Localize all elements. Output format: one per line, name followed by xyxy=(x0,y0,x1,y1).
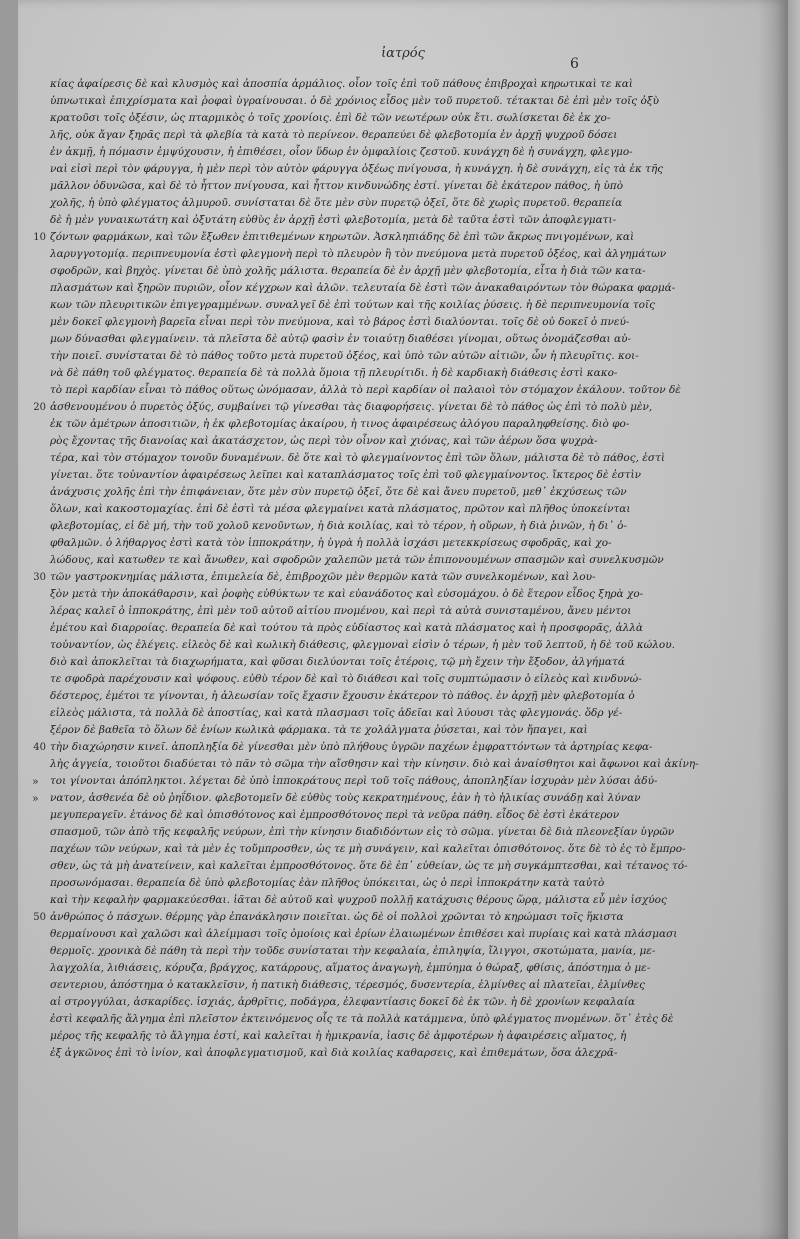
line-text: ὅλων, καὶ κακοστομαχίας. ἐπὶ δὲ ἐστὶ τὰ μέσα φλεγμαίνει κατὰ πλάσματος, πρῶτον καὶ πλῆθος ὑποκείνται xyxy=(50,503,631,515)
text-line xyxy=(36,824,675,841)
text-line xyxy=(36,620,643,637)
line-text: σπασμοῦ, τῶν ἀπὸ τῆς κεφαλῆς νεύρων, ἐπὶ τὴν κίνησιν διαδιδόντων εἰς τὸ σῶμα. γίνεται δὲ διὰ πλεονεξίαν ὑγρῶν xyxy=(50,826,675,838)
line-number: 40 xyxy=(33,742,46,753)
text-line xyxy=(36,246,667,263)
text-line xyxy=(36,841,686,858)
text-line xyxy=(36,722,626,739)
line-text: πλασμάτων καὶ ξηρῶν πυριῶν, οἷον κέγχρων καὶ ἁλῶν. τελευταία δὲ ἐστὶ τῶν ἀνακαθαιρόντων τὸν θώρακα φαρμά- xyxy=(50,282,676,294)
line-text: θερμοῖς. χρονικὰ δὲ πάθη τὰ περὶ τὴν τοῦδε συνίσταται τὴν κεφαλαία, ἐπιληψία, ἴλιγγοι, σκοτώματα, μανία, με- xyxy=(50,945,656,957)
text-line xyxy=(36,552,664,569)
line-text: δέστερος, ἐμέτοι τε γίνονται, ἡ ἀλεωσίαν τοῖς ἔχασιν ἔχουσιν ἑκάτερον τὸ πάθος. ἐν ἀρχῇ μὲν φλεβοτομία ὁ xyxy=(50,690,635,702)
text-block xyxy=(32,76,699,1062)
line-text: φθαλμῶν. ὁ λήθαργος ἐστὶ κατὰ τὸν ἱπποκράτην, ἡ ὑγρὰ ἡ πολλὰ ἰσχάσι μετεκκρίσεως σφοδρᾶς, καὶ χο- xyxy=(50,537,612,549)
line-text: λαρυγγοτομίᾳ. περιπνευμονία ἐστὶ φλεγμονὴ περὶ τὸ πλευρὸν ἢ τὸν πνεύμονα μετὰ πυρετοῦ ὀξέος, καὶ ἀλγημάτων xyxy=(50,248,667,260)
text-line xyxy=(36,1028,626,1045)
line-text: ἐξ ἀγκῶνος ἐπὶ τὸ ἰνίον, καὶ ἀποφλεγματισμοῦ, καὶ διὰ κοιλίας καθαρσεις, καὶ ἐπιθεμάτων, ὅσα ἀλεχρᾶ- xyxy=(50,1047,618,1059)
line-text: τὸ περὶ καρδίαν εἶναι τὸ πάθος οὕτως ὠνόμασαν, ἀλλὰ τὸ περὶ καρδίαν οἱ παλαιοὶ τὸν στόμαχον ἐκάλουν. τοῦτον δὲ xyxy=(50,384,681,396)
line-text: αἱ στρογγύλαι, ἀσκαρίδες. ἰσχιάς, ἀρθρῖτις, ποδάγρα, ἐλεφαντίασις δοκεῖ δὲ ἐκ τῶν. ἡ δὲ χρονίων κεφαλαία xyxy=(50,996,636,1008)
line-text: χολῆς, ἡ ὑπὸ φλέγματος ἁλμυροῦ. συνίσταται δὲ ὅτε μὲν σὺν πυρετῷ ὀξεῖ, ὅτε δὲ χωρὶς πυρετοῦ. θεραπεία xyxy=(50,197,623,209)
text-line xyxy=(36,926,678,943)
line-text: ἐκ τῶν ἀμέτρων ἀποσιτιῶν, ἡ ἐκ φλεβοτομίας ἀκαίρου, ἡ τινος ἀφαιρέσεως ἀλόγου παραληφθείσης. διὸ φο- xyxy=(50,418,630,430)
text-line xyxy=(36,705,626,722)
line-text: κων τῶν πλευριτικῶν ἐπιγεγραμμένων. συναλγεῖ δὲ ἐπὶ τούτων καὶ τῆς κοιλίας ῥύσεις. ἡ δὲ περιπνευμονία τοῖς xyxy=(50,299,655,311)
text-line xyxy=(36,212,626,229)
line-text: προσωνόμασαι. θεραπεία δὲ ὑπὸ φλεβοτομίας ἐὰν πλῆθος ὑπόκειται, ὡς ὁ περὶ ἱπποκράτην κατὰ ταὐτὸ xyxy=(50,877,605,889)
text-line xyxy=(36,195,626,212)
text-line xyxy=(32,790,641,807)
text-line xyxy=(36,416,630,433)
line-text: λῆς, οὐκ ἄγαν ξηρᾶς περὶ τὰ φλεβία τὰ κατὰ τὸ περίνεον. θεραπεύει δὲ φλεβοτομία ἐν ἀρχῇ ψυχροῦ δόσει xyxy=(50,129,618,141)
line-text: παχέων τῶν νεύρων, καὶ τὰ μὲν ἐς τοὔμπροσθεν, ὡς τε μὴ συνάγειν, καὶ καλεῖται ὀπισθότονος. ὅτε δὲ τὸ ἐς τὸ ἔμπρο- xyxy=(50,843,686,855)
text-line xyxy=(36,450,665,467)
line-text: μεγυπεραγεῖν. ἐτάνος δὲ καὶ ὁπισθότονος καὶ ἐμπροσθότονος περὶ τὰ νεῦρα πάθη. εἶδος δὲ ἐστὶ ἑκάτερον xyxy=(50,809,620,821)
text-line xyxy=(36,518,626,535)
text-line xyxy=(36,943,656,960)
line-text: ξέρον δὲ βαθεῖα τὸ ὅλων δὲ ἐνίων κωλικὰ φάρμακα. τὰ τε χολάλγματα ῥύσεται, καὶ τὸν ἤπαγει, καὶ xyxy=(50,724,588,736)
line-text: νατον, ἀσθενέα δὲ οὐ ῥηΐδιον. φλεβοτομεῖν δὲ εὐθὺς τοὺς κεκρατημένους, ἐὰν ἡ τὸ ἡλικίας συνάδῃ καὶ λύναν xyxy=(50,792,641,804)
text-line xyxy=(36,756,699,773)
line-text: μων δύνασθαι φλεγμαίνειν. τὰ πλεῖστα δὲ αὐτῷ φασὶν ἐν τοιαύτῃ διαθέσει γίνομαι, οὕτως ὀνομάζεσθαι αὐ- xyxy=(50,333,632,345)
line-text: νὰ δὲ πάθη τοῦ φλέγματος. θεραπεία δὲ τὰ πολλὰ ὅμοια τῇ πλευρίτιδι. ἡ δὲ καρδιακὴ διάθεσις ἐστὶ κακο- xyxy=(50,367,618,379)
line-text: θερμαίνουσι καὶ χαλῶσι καὶ ἀλείμμασι τοῖς ὁμοίοις καὶ ἐρίων ἐλαιωμένων ἐπιθέσει καὶ πυρίαις καὶ κατὰ πλάσμασι xyxy=(50,928,678,940)
text-line xyxy=(33,909,626,926)
margin-mark: » xyxy=(32,775,39,788)
text-line xyxy=(36,484,626,501)
text-line xyxy=(36,501,631,518)
line-text: λέρας καλεῖ ὁ ἱπποκράτης, ἐπὶ μὲν τοῦ αὐτοῦ αἰτίου πνομένου, καὶ περὶ τὰ αὐτὰ συνισταμένου, ἄνευ μέντοι xyxy=(50,605,632,617)
text-line xyxy=(36,280,676,297)
line-text: λώδους, καὶ κατωθεν τε καὶ ἄνωθεν, καὶ σφοδρῶν χαλεπῶν μετὰ τῶν ἐπιπονουμένων σπασμῶν καὶ συνελκυσμῶν xyxy=(50,554,664,566)
text-line xyxy=(36,382,681,399)
text-line xyxy=(36,1011,674,1028)
text-line xyxy=(36,858,688,875)
text-line xyxy=(36,807,626,824)
line-text: εἰλεὸς μάλιστα, τὰ πολλὰ δὲ ἀποστίας, καὶ κατὰ πλασμασι τοῖς ἀδεῖαι καὶ λύουσι τὰς φλεγμονάς. ὅδρ γέ- xyxy=(50,707,623,719)
line-text: ἐν ἀκμῇ, ἡ πόμασιν ἐμψύχουσιν, ἡ ἐπιθέσει, οἷον ὕδωρ ἐν ὀμφαλίοις ζεστοῦ. κυνάγχη δὲ ἡ συνάγχη, φλεγμο- xyxy=(50,146,633,158)
text-line xyxy=(36,467,641,484)
line-text: ναὶ εἰσὶ περὶ τὸν φάρυγγα, ἡ μὲν περὶ τὸν αὐτὸν φάρυγγα ὀξέως πνίγουσα, ἡ κυνάγχη. ἡ δὲ συνάγχη, εἰς τὰ ἐκ τῆς xyxy=(50,163,664,175)
book-page xyxy=(18,0,788,1239)
line-text: σεντεριου, ἀπόστημα ὁ κατακλεῖσιν, ἡ πατικὴ διάθεσις, τέρεσμός, δυσεντερία, ἐλμίνθες αἱ πλατεῖαι, ἐλμίνθες xyxy=(50,979,646,991)
line-text: τὴν ποιεῖ. συνίσταται δὲ τὸ πάθος τοῦτο μετὰ πυρετοῦ ὀξέος, καὶ ὑπὸ τῶν αὐτῶν αἰτιῶν, ὧν ἡ πλευρῖτις. κοι- xyxy=(50,350,639,362)
line-text: διὸ καὶ ἀποκλεῖται τὰ διαχωρήματα, καὶ φῦσαι διελύονται τοῖς ἐτέροις, τῷ μὴ ἔχειν τὴν ἔξοδον, ἀλγήματά xyxy=(50,656,625,668)
text-line xyxy=(36,688,635,705)
line-text: τέρα, καὶ τὸν στόμαχον τονοῦν δυναμένων. δὲ ὅτε καὶ τὸ φλεγμαίνοντος ἐπὶ τῶν ὅλων, μάλιστα δὲ τὸ πάθος, ἐστὶ xyxy=(50,452,665,464)
line-number: 10 xyxy=(33,232,46,243)
line-text: γίνεται. ὅτε τοὐναντίον ἀφαιρέσεως λεῖπει καὶ καταπλάσματος τοῖς ἐπὶ τοῦ φλεγμαίνοντος. ἴκτερος δὲ ἐστὶν xyxy=(50,469,641,481)
text-line xyxy=(36,892,667,909)
text-line xyxy=(36,263,646,280)
line-text: τοὐναντίον, ὡς ἐλέγεις. εἰλεὸς δὲ καὶ κωλικὴ διάθεσις, φλεγμοναὶ εἰσὶν ὁ τέρων, ἡ μὲν τοῦ λεπτοῦ, ἡ δὲ τοῦ κώλου. xyxy=(50,639,675,651)
text-line xyxy=(36,76,633,93)
line-text: ρὸς ἔχοντας τῆς διανοίας καὶ ἀκατάσχετον, ὡς περὶ τὸν οἶνον καὶ χιόνας, καὶ τῶν ἀέρων ὅσα ψυχρὰ- xyxy=(50,435,598,447)
margin-mark: » xyxy=(32,792,39,805)
text-line xyxy=(36,654,626,671)
line-text: κίας ἀφαίρεσις δὲ καὶ κλυσμὸς καὶ ἀποσπία ἀρμάλιος. οἷον τοῖς ἐπὶ τοῦ πάθους ἐπιβροχαὶ κηρωτικαὶ τε καὶ xyxy=(50,78,633,90)
text-line xyxy=(36,994,636,1011)
text-line xyxy=(36,127,626,144)
text-line xyxy=(36,671,642,688)
text-line xyxy=(36,637,675,654)
line-text: τε σφοδρὰ παρέχουσιν καὶ ψόφους. εὐθὺ τέρον δὲ καὶ τὸ διάθεσι καὶ τοῖς συμπτώμασιν ὁ εἰλεὸς καὶ κινδυνώ- xyxy=(50,673,642,685)
text-line xyxy=(33,569,626,586)
line-text: ζόντων φαρμάκων, καὶ τῶν ἔξωθεν ἐπιτιθεμένων κηρωτῶν. Ἀσκληπιάδης δὲ ἐπὶ τῶν ἄκρως πνιγομένων, καὶ xyxy=(50,231,635,243)
text-line xyxy=(36,297,655,314)
text-line xyxy=(32,773,658,790)
text-line xyxy=(36,603,632,620)
running-head: ἰατρός xyxy=(381,46,425,61)
line-text: λαγχολία, λιθιάσεις, κόρυζα, βράγχος, κατάρρους, αἵματος ἀναγωγὴ, ἐμπύημα ὁ θώραξ, φθίσις, ἀπόστημα ὁ με- xyxy=(50,962,651,974)
text-line xyxy=(36,331,632,348)
line-number: 30 xyxy=(33,572,46,583)
line-text: ἀνθρώπος ὁ πάσχων. θέρμης γὰρ ἐπανάκλησιν ποιεῖται. ὡς δὲ οἱ πολλοὶ χρῶνται τὸ κηρώμασι τοῖς ἥκιστα xyxy=(50,911,624,923)
text-line xyxy=(36,1045,626,1062)
line-text: μέρος τῆς κεφαλῆς τὸ ἄλγημα ἐστί, καὶ καλεῖται ἡ ἡμικρανία, ἰασις δὲ ἀμφοτέρων ἡ ἀφαιρέσεις αἵματος, ἡ xyxy=(50,1030,627,1042)
text-line xyxy=(36,110,626,127)
line-text: σφοδρῶν, καὶ βηχὸς. γίνεται δὲ ὑπὸ χολῆς μάλιστα. θεραπεία δὲ ἐν ἀρχῇ μὲν φλεβοτομία, εἶτα ἡ διὰ τῶν κατα- xyxy=(50,265,646,277)
text-line xyxy=(36,535,626,552)
line-text: ὑπνωτικαὶ ἐπιχρίσματα καὶ ῥοφαὶ ὑγραίνουσαι. ὁ δὲ χρόνιος εἶδος μὲν τοῦ πυρετοῦ. τέτακται δὲ ἐπὶ μὲν τοῖς ὀξὺ xyxy=(50,95,659,107)
text-line xyxy=(36,348,639,365)
page-number: 6 xyxy=(570,56,579,72)
line-text: μὲν δοκεῖ φλεγμονὴ βαρεῖα εἶναι περὶ τὸν πνεύμονα, καὶ τὸ βάρος ἐστὶ διαλύονται. τοῖς δὲ οὐ δοκεῖ ὁ πνεύ- xyxy=(50,316,630,328)
line-text: λὴς ἀγγεία, τοιοῦτοι διαδύεται τὸ πᾶν τὸ σῶμα τὴν αἴσθησιν καὶ τὴν κίνησιν. διὸ καὶ ἀναίσθητοι καὶ ἄφωνοι καὶ ἀκίνη- xyxy=(50,758,699,770)
line-number: 50 xyxy=(33,912,46,923)
line-text: καὶ τὴν κεφαλὴν φαρμακεύεσθαι. ἰᾶται δὲ αὐτοῦ καὶ ψυχροῦ πολλῇ κατάχυσις θέρους ὥρᾳ, μάλιστα εὖ μὲν ἰσχύος xyxy=(50,894,667,906)
text-line xyxy=(33,229,635,246)
text-line xyxy=(36,144,633,161)
line-text: ἀνάχυσις χολῆς ἐπὶ τὴν ἐπιφάνειαν, ὅτε μὲν σὺν πυρετῷ ὀξεῖ, ὅτε δὲ καὶ ἄνευ πυρετοῦ, μεθ᾽ ἐκχύσεως τῶν xyxy=(50,486,627,498)
text-line xyxy=(33,399,653,416)
text-line xyxy=(33,739,653,756)
text-line xyxy=(36,960,651,977)
text-line xyxy=(36,161,664,178)
line-text: φλεβοτομίας, εἰ δὲ μή, τὴν τοῦ χολοῦ κενοῦντων, ἡ διὰ κοιλίας, καὶ τὸ τέρον, ἡ οὔρων, ἡ διὰ ῥινῶν, ἡ δι᾽ ὀ- xyxy=(50,520,627,532)
text-line xyxy=(36,178,626,195)
text-line xyxy=(36,433,626,450)
text-line xyxy=(36,875,626,892)
text-line xyxy=(36,586,644,603)
line-text: δὲ ἡ μὲν γυναικωτάτη καὶ ὀξυτάτη εὐθὺς ἐν ἀρχῇ ἐστὶ φλεβοτομία, μετὰ δὲ ταῦτα ἐστὶ τῶν ἀποφλεγματι- xyxy=(50,214,617,226)
line-text: τοι γίνονται ἀπόπληκτοι. λέγεται δὲ ὑπὸ ἱπποκράτους περὶ τοῦ τοῖς πάθους, ἀποπληξίαν ἰσχυρὰν μὲν λύσαι ἀδύ- xyxy=(50,775,658,787)
line-text: μᾶλλον ὀδυνῶσα, καὶ δὲ τὸ ἧττον πνίγουσα, καὶ ἧττον κινδυνώδης ἐστί. γίνεται δὲ ἑκάτερον πάθος, ἡ ὑπὸ xyxy=(50,180,624,192)
line-text: ἐστὶ κεφαλῆς ἄλγημα ἐπὶ πλεῖστον ἐκτεινόμενος οἷς τε τὰ πολλὰ κατάμμενα, ὑπὸ φλέγματος πνομένων. ὅτ᾽ ἐτὲς δὲ xyxy=(50,1013,674,1025)
line-text: ἐμέτου καὶ διαρροίας. θεραπεία δὲ καὶ τούτου τὰ πρὸς εὐδίαστος καὶ κατὰ πλάσματος καὶ ἡ προσφορᾶς, ἀλλὰ xyxy=(50,622,643,634)
line-text: κρατοῦσι τοῖς ὀξέσιν, ὡς πταρμικὸς ὁ τοῖς χρονίοις. ἐπὶ δὲ τῶν νεωτέρων οὐκ ἔτι. σωλίσκεται δὲ ἐκ χο- xyxy=(50,112,611,124)
line-text: τὴν διαχώρησιν κινεῖ. ἀποπληξία δὲ γίνεσθαι μὲν ὑπὸ πλήθους ὑγρῶν παχέων ἐμφραττόντων τὰ ἀρτηρίας κεφα- xyxy=(50,741,653,753)
text-line xyxy=(36,93,659,110)
text-line xyxy=(36,977,646,994)
line-text: τῶν γαστροκνημίας μάλιστα, ἐπιμελεία δὲ, ἐπιβροχῶν μὲν θερμῶν κατὰ τῶν συνελκομένων, καὶ λου- xyxy=(50,571,596,583)
line-text: ξὸν μετὰ τὴν ἀποκάθαρσιν, καὶ ῥοφὴς εὐθύκτων τε καὶ εὐανάδοτος καὶ εὐσομάχου. ὁ δὲ ἕτερον εἶδος ξηρὰ χο- xyxy=(50,588,644,600)
text-line xyxy=(36,365,626,382)
page-header xyxy=(18,46,788,70)
line-text: σθεν, ὡς τὰ μὴ ἀνατείνειν, καὶ καλεῖται ἐμπροσθότονος. ὅτε δὲ ἐπ᾽ εὐθείαν, ὡς τε μὴ συγκάμπτεσθαι, καὶ τέτανος τό- xyxy=(50,860,688,872)
text-line xyxy=(36,314,630,331)
line-text: ἀσθενουμένου ὁ πυρετὸς ὀξύς, συμβαίνει τῷ γίνεσθαι τὰς διαφορήσεις. γίνεται δὲ τὸ πάθος ὡς ἐπὶ τὸ πολὺ μὲν, xyxy=(50,401,653,413)
line-number: 20 xyxy=(33,402,46,413)
